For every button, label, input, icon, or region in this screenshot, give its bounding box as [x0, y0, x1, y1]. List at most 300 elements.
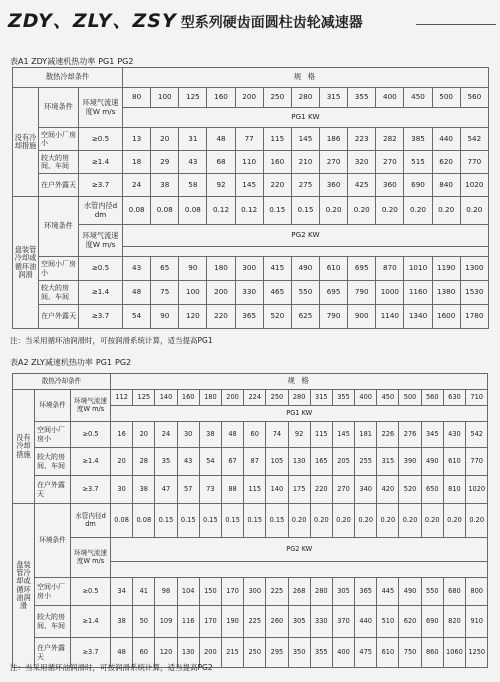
size-cell: 400	[376, 88, 404, 108]
value-cell: 520	[263, 305, 291, 329]
value-cell: 24	[155, 422, 177, 448]
table-a2-caption: 表A2 ZLY减速机热功率 PG1 PG2	[10, 358, 132, 367]
spec-header: 规 格	[111, 374, 488, 390]
pipe-header: 水管内径d dm	[79, 197, 123, 225]
table-row	[13, 504, 488, 538]
value-cell: 365	[355, 578, 377, 606]
value-cell: 150	[199, 578, 221, 606]
value-cell: 300	[235, 257, 263, 281]
size-cell: 224	[244, 390, 266, 406]
value-cell: 542	[460, 128, 488, 151]
value-cell: 65	[151, 257, 179, 281]
env-label: 空间小厂房小	[39, 257, 79, 281]
value-cell: 220	[207, 305, 235, 329]
value-cell: 430	[443, 422, 465, 448]
pipe-header: 水管内径d dm	[71, 504, 111, 538]
value-cell: 425	[348, 174, 376, 197]
size-cell: 710	[466, 390, 488, 406]
value-cell: 18	[123, 151, 151, 174]
value-cell: 305	[288, 606, 310, 638]
value-cell: 48	[221, 422, 243, 448]
value-cell: 1160	[404, 281, 432, 305]
value-cell: 1780	[460, 305, 488, 329]
value-cell: 160	[263, 151, 291, 174]
value-cell: 510	[377, 606, 399, 638]
flow-header: 环境气流速度W m/s	[79, 225, 123, 257]
value-cell: 1010	[404, 257, 432, 281]
size-cell: 560	[460, 88, 488, 108]
value-cell: 650	[421, 476, 443, 504]
value-cell: 255	[355, 448, 377, 476]
value-cell: 38	[111, 606, 133, 638]
value-cell: 1140	[376, 305, 404, 329]
value-cell: 170	[199, 606, 221, 638]
pipe-cell: 0.15	[291, 197, 319, 225]
table-row	[13, 374, 488, 390]
value-cell: 48	[123, 281, 151, 305]
value-cell: 550	[291, 281, 319, 305]
value-cell: 345	[421, 422, 443, 448]
value-cell: 490	[421, 448, 443, 476]
pipe-cell: 0.12	[207, 197, 235, 225]
value-cell: 220	[263, 174, 291, 197]
value-cell: 109	[155, 606, 177, 638]
value-cell: 190	[221, 606, 243, 638]
value-cell: 38	[151, 174, 179, 197]
table-row	[13, 578, 488, 606]
value-cell: 385	[404, 128, 432, 151]
size-cell: 400	[355, 390, 377, 406]
value-cell: 130	[288, 448, 310, 476]
value-cell: 820	[443, 606, 465, 638]
pipe-cell: 0.20	[310, 504, 332, 538]
pipe-cell: 0.15	[221, 504, 243, 538]
value-cell: 170	[221, 578, 243, 606]
table-row	[13, 390, 488, 406]
value-cell: 215	[221, 638, 243, 668]
value-cell: 28	[133, 448, 155, 476]
value-cell: 226	[377, 422, 399, 448]
pipe-cell: 0.20	[320, 197, 348, 225]
value-cell: 515	[404, 151, 432, 174]
value-cell: 140	[266, 476, 288, 504]
table-row	[13, 257, 489, 281]
size-cell: 500	[399, 390, 421, 406]
value-cell: 210	[291, 151, 319, 174]
pipe-cell: 0.15	[177, 504, 199, 538]
value-cell: 225	[244, 606, 266, 638]
unit-pg2: PG2 KW	[111, 538, 488, 562]
value-cell: 770	[460, 151, 488, 174]
value-cell: 20	[133, 422, 155, 448]
value-cell: 840	[432, 174, 460, 197]
value-cell: 680	[443, 578, 465, 606]
pipe-cell: 0.20	[376, 197, 404, 225]
flow-value: ≥0.5	[71, 422, 111, 448]
pipe-cell: 0.08	[179, 197, 207, 225]
value-cell: 115	[263, 128, 291, 151]
value-cell: 790	[348, 281, 376, 305]
table-a1-caption: 表A1 ZDY减速机热功率 PG1 PG2	[10, 57, 134, 66]
spec-header: 规 格	[123, 68, 489, 88]
value-cell: 120	[179, 305, 207, 329]
group-no-cooling: 没有冷却措施	[13, 88, 39, 197]
title-rule	[416, 24, 496, 25]
value-cell: 115	[310, 422, 332, 448]
size-cell: 630	[443, 390, 465, 406]
table-row	[13, 538, 488, 562]
value-cell: 275	[291, 174, 319, 197]
value-cell: 38	[133, 476, 155, 504]
value-cell: 270	[332, 476, 354, 504]
value-cell: 620	[432, 151, 460, 174]
table-row	[13, 128, 489, 151]
value-cell: 58	[179, 174, 207, 197]
value-cell: 900	[348, 305, 376, 329]
value-cell: 690	[421, 606, 443, 638]
size-cell: 315	[320, 88, 348, 108]
value-cell: 16	[111, 422, 133, 448]
pipe-cell: 0.15	[199, 504, 221, 538]
value-cell: 330	[235, 281, 263, 305]
value-cell: 1020	[460, 174, 488, 197]
value-cell: 43	[177, 448, 199, 476]
pipe-cell: 0.12	[235, 197, 263, 225]
size-cell: 280	[288, 390, 310, 406]
value-cell: 370	[332, 606, 354, 638]
value-cell: 490	[399, 578, 421, 606]
value-cell: 276	[399, 422, 421, 448]
env-label: 在户外露天	[35, 638, 71, 668]
pipe-cell: 0.08	[151, 197, 179, 225]
series-title: ZDY、ZLY、ZSY	[8, 10, 177, 32]
flow-value: ≥3.7	[71, 638, 111, 668]
value-cell: 48	[207, 128, 235, 151]
flow-value: ≥0.5	[71, 578, 111, 606]
group-no-cooling: 没有冷却措施	[13, 390, 35, 504]
value-cell: 542	[466, 422, 488, 448]
size-cell: 125	[179, 88, 207, 108]
value-cell: 47	[155, 476, 177, 504]
value-cell: 104	[177, 578, 199, 606]
size-cell: 450	[377, 390, 399, 406]
pipe-cell: 0.20	[460, 197, 488, 225]
pipe-cell: 0.20	[432, 197, 460, 225]
pipe-cell: 0.20	[421, 504, 443, 538]
value-cell: 130	[177, 638, 199, 668]
value-cell: 1020	[466, 476, 488, 504]
value-cell: 750	[399, 638, 421, 668]
env-label: 空间小厂房小	[35, 422, 71, 448]
env-label: 较大的房间、车间	[35, 606, 71, 638]
value-cell: 48	[111, 638, 133, 668]
size-cell: 315	[310, 390, 332, 406]
env-label: 在户外露天	[39, 174, 79, 197]
flow-header: 环境气流速度W m/s	[79, 88, 123, 128]
pipe-cell: 0.08	[133, 504, 155, 538]
table-row	[13, 422, 488, 448]
value-cell: 180	[207, 257, 235, 281]
value-cell: 175	[288, 476, 310, 504]
value-cell: 87	[244, 448, 266, 476]
pipe-cell: 0.08	[111, 504, 133, 538]
env-header: 环境条件	[35, 390, 71, 422]
table-a1	[12, 67, 489, 329]
value-cell: 620	[399, 606, 421, 638]
table-row	[13, 448, 488, 476]
value-cell: 92	[288, 422, 310, 448]
value-cell: 282	[376, 128, 404, 151]
table-row	[13, 174, 489, 197]
table-row	[13, 305, 489, 329]
value-cell: 260	[266, 606, 288, 638]
value-cell: 270	[376, 151, 404, 174]
value-cell: 60	[244, 422, 266, 448]
group-pipe-cooling: 盘装管冷却或循环油润滑	[13, 197, 39, 329]
value-cell: 38	[199, 422, 221, 448]
flow-value: ≥0.5	[79, 128, 123, 151]
unit-pg1: PG1 KW	[111, 406, 488, 422]
value-cell: 98	[155, 578, 177, 606]
value-cell: 165	[310, 448, 332, 476]
pipe-cell: 0.20	[404, 197, 432, 225]
size-cell: 500	[432, 88, 460, 108]
env-label: 较大的房间、车间	[39, 281, 79, 305]
value-cell: 390	[399, 448, 421, 476]
value-cell: 20	[111, 448, 133, 476]
value-cell: 1300	[460, 257, 488, 281]
cond-header: 散热冷却条件	[13, 68, 123, 88]
table-a2-body	[13, 374, 488, 668]
value-cell: 90	[179, 257, 207, 281]
flow-value: ≥1.4	[79, 281, 123, 305]
value-cell: 610	[377, 638, 399, 668]
size-cell: 112	[111, 390, 133, 406]
flow-value: ≥3.7	[79, 174, 123, 197]
flow-value: ≥0.5	[79, 257, 123, 281]
value-cell: 1530	[460, 281, 488, 305]
value-cell: 120	[155, 638, 177, 668]
value-cell: 360	[376, 174, 404, 197]
pipe-cell: 0.15	[155, 504, 177, 538]
pipe-cell: 0.20	[332, 504, 354, 538]
cond-header: 散热冷却条件	[13, 374, 111, 390]
flow-value: ≥3.7	[79, 305, 123, 329]
size-cell: 355	[348, 88, 376, 108]
unit-pg1: PG1 KW	[123, 108, 489, 128]
value-cell: 695	[348, 257, 376, 281]
value-cell: 145	[291, 128, 319, 151]
unit-spacer	[123, 247, 489, 257]
value-cell: 50	[133, 606, 155, 638]
table-row	[13, 197, 489, 225]
table-a2-note: 注：当采用循环油润滑时，可按润滑系统计算，适当提高PG2	[10, 663, 213, 672]
env-label: 较大的房间、车间	[39, 151, 79, 174]
value-cell: 445	[377, 578, 399, 606]
value-cell: 115	[244, 476, 266, 504]
value-cell: 35	[155, 448, 177, 476]
value-cell: 465	[263, 281, 291, 305]
value-cell: 145	[235, 174, 263, 197]
value-cell: 1600	[432, 305, 460, 329]
size-cell: 560	[421, 390, 443, 406]
pipe-cell: 0.20	[348, 197, 376, 225]
pipe-cell: 0.20	[355, 504, 377, 538]
value-cell: 440	[432, 128, 460, 151]
value-cell: 315	[377, 448, 399, 476]
pipe-cell: 0.15	[263, 197, 291, 225]
value-cell: 1190	[432, 257, 460, 281]
env-label: 较大的房间、车间	[35, 448, 71, 476]
pipe-cell: 0.20	[399, 504, 421, 538]
value-cell: 810	[443, 476, 465, 504]
value-cell: 200	[199, 638, 221, 668]
value-cell: 186	[320, 128, 348, 151]
table-row	[13, 225, 489, 247]
value-cell: 550	[421, 578, 443, 606]
value-cell: 30	[111, 476, 133, 504]
value-cell: 29	[151, 151, 179, 174]
size-cell: 200	[221, 390, 243, 406]
size-cell: 450	[404, 88, 432, 108]
table-row	[13, 68, 489, 88]
flow-value: ≥3.7	[71, 476, 111, 504]
value-cell: 92	[207, 174, 235, 197]
unit-pg2: PG2 KW	[123, 225, 489, 247]
value-cell: 415	[263, 257, 291, 281]
value-cell: 340	[355, 476, 377, 504]
value-cell: 181	[355, 422, 377, 448]
value-cell: 43	[179, 151, 207, 174]
pipe-cell: 0.20	[288, 504, 310, 538]
value-cell: 610	[320, 257, 348, 281]
value-cell: 870	[376, 257, 404, 281]
value-cell: 88	[221, 476, 243, 504]
size-cell: 80	[123, 88, 151, 108]
table-a1-body	[13, 68, 489, 329]
flow-value: ≥1.4	[71, 448, 111, 476]
value-cell: 295	[266, 638, 288, 668]
value-cell: 1380	[432, 281, 460, 305]
value-cell: 74	[266, 422, 288, 448]
value-cell: 360	[320, 174, 348, 197]
value-cell: 100	[179, 281, 207, 305]
value-cell: 490	[291, 257, 319, 281]
env-header: 环境条件	[35, 504, 71, 578]
flow-value: ≥1.4	[71, 606, 111, 638]
table-a2	[12, 373, 488, 668]
value-cell: 67	[221, 448, 243, 476]
value-cell: 34	[111, 578, 133, 606]
pipe-cell: 0.20	[466, 504, 488, 538]
value-cell: 1060	[443, 638, 465, 668]
env-label: 在户外露天	[35, 476, 71, 504]
value-cell: 300	[244, 578, 266, 606]
value-cell: 77	[235, 128, 263, 151]
pipe-cell: 0.15	[266, 504, 288, 538]
pipe-cell: 0.15	[244, 504, 266, 538]
value-cell: 520	[399, 476, 421, 504]
value-cell: 225	[266, 578, 288, 606]
value-cell: 43	[123, 257, 151, 281]
value-cell: 270	[320, 151, 348, 174]
env-header: 环境条件	[39, 197, 79, 257]
pipe-cell: 0.20	[443, 504, 465, 538]
env-label: 在户外露天	[39, 305, 79, 329]
env-label: 空间小厂房小	[35, 578, 71, 606]
value-cell: 205	[332, 448, 354, 476]
value-cell: 305	[332, 578, 354, 606]
value-cell: 250	[244, 638, 266, 668]
value-cell: 13	[123, 128, 151, 151]
value-cell: 690	[404, 174, 432, 197]
value-cell: 105	[266, 448, 288, 476]
page-header	[8, 6, 494, 38]
value-cell: 350	[288, 638, 310, 668]
env-label: 空间小厂房小	[39, 128, 79, 151]
value-cell: 860	[421, 638, 443, 668]
value-cell: 73	[199, 476, 221, 504]
value-cell: 30	[177, 422, 199, 448]
value-cell: 790	[320, 305, 348, 329]
flow-header: 环境气流速度W m/s	[71, 390, 111, 422]
value-cell: 420	[377, 476, 399, 504]
group-pipe-cooling: 盘装管冷却或循环油润滑	[13, 504, 35, 668]
size-cell: 250	[263, 88, 291, 108]
flow-value: ≥1.4	[79, 151, 123, 174]
value-cell: 910	[466, 606, 488, 638]
value-cell: 268	[288, 578, 310, 606]
env-header: 环境条件	[39, 88, 79, 128]
table-row	[13, 476, 488, 504]
value-cell: 223	[348, 128, 376, 151]
value-cell: 365	[235, 305, 263, 329]
value-cell: 60	[133, 638, 155, 668]
size-cell: 160	[177, 390, 199, 406]
value-cell: 31	[179, 128, 207, 151]
value-cell: 110	[235, 151, 263, 174]
size-cell: 280	[291, 88, 319, 108]
value-cell: 355	[310, 638, 332, 668]
size-cell: 180	[199, 390, 221, 406]
value-cell: 24	[123, 174, 151, 197]
size-cell: 100	[151, 88, 179, 108]
size-cell: 125	[133, 390, 155, 406]
value-cell: 57	[177, 476, 199, 504]
size-cell: 250	[266, 390, 288, 406]
value-cell: 68	[207, 151, 235, 174]
value-cell: 116	[177, 606, 199, 638]
series-subtitle: 型系列硬齿面圆柱齿轮减速器	[180, 15, 363, 31]
value-cell: 41	[133, 578, 155, 606]
table-row	[13, 606, 488, 638]
value-cell: 54	[199, 448, 221, 476]
value-cell: 1250	[466, 638, 488, 668]
value-cell: 440	[355, 606, 377, 638]
value-cell: 695	[320, 281, 348, 305]
value-cell: 330	[310, 606, 332, 638]
table-row	[13, 151, 489, 174]
size-cell: 140	[155, 390, 177, 406]
table-a1-note: 注：当采用循环油润滑时，可按润滑系统计算，适当提高PG1	[10, 336, 213, 345]
value-cell: 200	[207, 281, 235, 305]
table-row	[13, 88, 489, 108]
value-cell: 1000	[376, 281, 404, 305]
value-cell: 610	[443, 448, 465, 476]
value-cell: 280	[310, 578, 332, 606]
value-cell: 320	[348, 151, 376, 174]
flow-header: 环境气流速度W m/s	[71, 538, 111, 578]
